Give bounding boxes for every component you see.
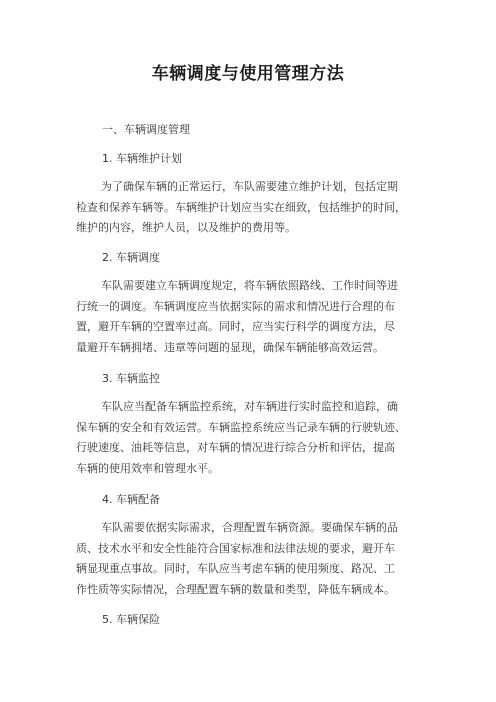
paragraph-line: 维护的内容，维护人员，以及维护的费用等。 (76, 221, 296, 234)
paragraph-line: 置，避开车辆的空置率过高。同时，应当实行科学的调度方法，尽 (76, 320, 395, 333)
paragraph-line: 作性质等实际情况，合理配置车辆的数量和类型，降低车辆成本。 (76, 582, 395, 596)
paragraph-line: 车队需要建立车辆调度规定，将车辆依照路线、工作时间等进 (101, 279, 398, 292)
paragraph-line: 车辆的使用效率和管理水平。 (76, 461, 219, 475)
item-heading-5: 5. 车辆保险 (102, 613, 160, 626)
document-title: 车辆调度与使用管理方法 (151, 64, 345, 84)
item-heading-1: 1. 车辆维护计划 (102, 152, 182, 165)
paragraph-line: 车队应当配备车辆监控系统，对车辆进行实时监控和追踪，确 (101, 400, 398, 413)
paragraph-line: 质、技术水平和安全性能符合国家标准和法律法规的要求，避开车 (76, 541, 395, 555)
item-paragraph-3 (76, 397, 436, 479)
paragraph-line: 检查和保养车辆等。车辆维护计划应当实在细致，包括维护的时间， (76, 200, 406, 214)
item-paragraph-2 (76, 276, 436, 358)
item-heading-2: 2. 车辆调度 (102, 251, 160, 264)
paragraph-line: 保车辆的安全和有效运营。车辆监控系统应当记录车辆的行驶轨迹、 (76, 420, 406, 434)
paragraph-line: 车队需要依据实际需求，合理配置车辆资源。要确保车辆的品 (101, 521, 398, 534)
paragraph-line: 为了确保车辆的正常运行，车队需要建立维护计划，包括定期 (101, 180, 398, 193)
paragraph-line: 行统一的调度。车辆调度应当依据实际的需求和情况进行合理的布 (76, 299, 395, 313)
item-heading-3: 3. 车辆监控 (102, 372, 160, 385)
item-paragraph-1 (76, 177, 436, 239)
item-heading-4: 4. 车辆配备 (102, 493, 160, 506)
paragraph-line: 行驶速度、油耗等信息，对车辆的情况进行综合分析和评估，提高 (76, 441, 395, 454)
item-paragraph-4 (76, 518, 436, 600)
section-heading: 一、车辆调度管理 (102, 123, 190, 136)
paragraph-line: 辆显现重点事故。同时，车队应当考虑车辆的使用频度、路况、工 (76, 562, 395, 575)
paragraph-line: 量避开车辆拥堵、违章等问题的显现，确保车辆能够高效运营。 (76, 340, 384, 354)
